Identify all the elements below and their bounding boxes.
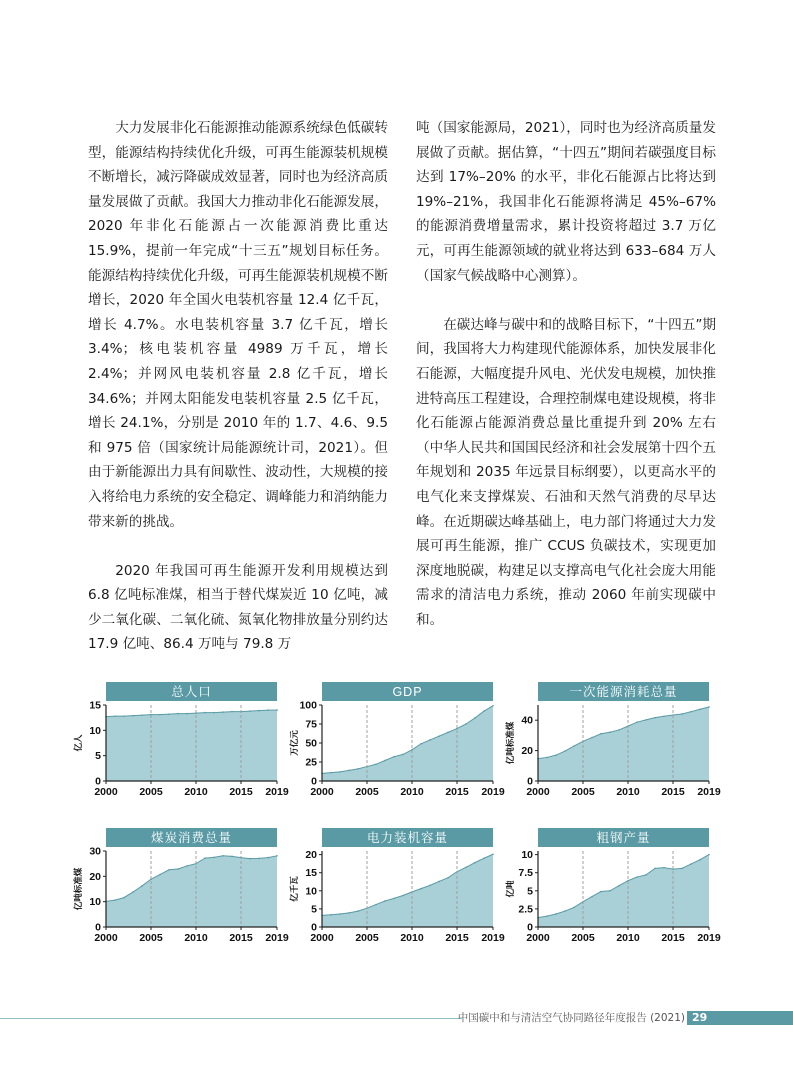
y-tick-label: 20 — [521, 745, 533, 758]
data-point — [681, 713, 683, 715]
data-point — [375, 904, 377, 906]
data-point — [609, 890, 611, 892]
data-point — [636, 876, 638, 878]
data-point — [654, 868, 656, 870]
y-tick-label: 100 — [299, 699, 317, 712]
data-point — [213, 712, 215, 714]
y-tick-label: 0 — [95, 775, 101, 788]
y-axis-title: 亿千瓦 — [289, 876, 299, 902]
data-point — [465, 723, 467, 725]
data-point — [168, 869, 170, 871]
area-fill — [322, 706, 493, 781]
paragraph: 吨（国家能源局，2021），同时也为经济高质量发展做了贡献。据估算，“十四五”期间若碳强度目标达到 17%–20% 的水平，非化石能源占比将达到 19%–21%，我国非化石能源将满足 45%–67% 的能源消费增量需求，累计投资将超过 3.7 万亿元，可再生能源领域的就业将达到 633–684 万人（国家气候战略中心测算）。 — [416, 120, 716, 284]
page-number: 29 — [692, 1011, 708, 1024]
data-point — [663, 867, 665, 869]
data-point — [231, 856, 233, 858]
data-point — [267, 857, 269, 859]
data-point — [177, 713, 179, 715]
area-fill — [538, 855, 709, 927]
data-point — [546, 757, 548, 759]
x-tick-label: 2000 — [310, 786, 334, 798]
data-point — [132, 715, 134, 717]
data-point — [645, 874, 647, 876]
data-point — [573, 907, 575, 909]
x-tick-label: 2015 — [229, 932, 253, 944]
data-point — [231, 711, 233, 713]
data-point — [393, 756, 395, 758]
x-tick-label: 2005 — [355, 932, 379, 944]
data-point — [591, 737, 593, 739]
x-tick-label: 2000 — [94, 932, 118, 944]
data-point — [339, 771, 341, 773]
data-point — [483, 857, 485, 859]
data-point — [573, 745, 575, 747]
x-tick-label: 2000 — [310, 932, 334, 944]
data-point — [123, 715, 125, 717]
x-tick-label: 2000 — [94, 786, 118, 798]
data-point — [339, 913, 341, 915]
chart-title: 一次能源消耗总量 — [569, 685, 678, 699]
y-tick-label: 20 — [89, 870, 101, 883]
data-point — [330, 772, 332, 774]
data-point — [708, 854, 710, 856]
data-point — [564, 750, 566, 752]
x-tick-label: 2005 — [139, 786, 163, 798]
data-point — [564, 910, 566, 912]
data-point — [492, 705, 494, 707]
data-point — [429, 739, 431, 741]
x-tick-label: 2010 — [400, 786, 424, 798]
area-fill — [106, 856, 277, 927]
data-point — [393, 898, 395, 900]
y-tick-label: 5 — [95, 750, 101, 763]
data-point — [159, 874, 161, 876]
data-point — [141, 714, 143, 716]
x-tick-label: 2010 — [184, 932, 208, 944]
x-tick-label: 2000 — [526, 786, 550, 798]
data-point — [447, 877, 449, 879]
data-point — [474, 717, 476, 719]
data-point — [465, 866, 467, 868]
data-point — [276, 709, 278, 711]
data-point — [258, 858, 260, 860]
data-point — [555, 913, 557, 915]
x-tick-label: 2015 — [445, 786, 469, 798]
data-point — [618, 729, 620, 731]
data-point — [474, 862, 476, 864]
data-point — [168, 713, 170, 715]
y-tick-label: 10 — [305, 885, 317, 898]
data-point — [663, 715, 665, 717]
y-tick-label: 0 — [311, 775, 317, 788]
data-point — [357, 910, 359, 912]
y-tick-label: 50 — [305, 737, 317, 750]
y-tick-label: 5 — [527, 885, 533, 898]
data-point — [357, 768, 359, 770]
data-point — [204, 857, 206, 859]
x-tick-label: 2010 — [400, 932, 424, 944]
x-tick-label: 2019 — [697, 932, 721, 944]
data-point — [384, 900, 386, 902]
chart-3 — [502, 682, 722, 807]
y-tick-label: 0 — [527, 775, 533, 788]
x-tick-label: 2005 — [571, 932, 595, 944]
data-point — [186, 865, 188, 867]
x-tick-label: 2010 — [616, 932, 640, 944]
data-point — [681, 868, 683, 870]
data-point — [591, 896, 593, 898]
y-axis-title: 万亿元 — [289, 730, 299, 756]
data-point — [186, 713, 188, 715]
chart-6 — [502, 828, 722, 953]
data-point — [645, 719, 647, 721]
data-point — [222, 711, 224, 713]
data-point — [123, 897, 125, 899]
data-point — [708, 706, 710, 708]
y-tick-label: 2.5 — [518, 903, 533, 916]
data-point — [555, 754, 557, 756]
x-tick-label: 2005 — [139, 932, 163, 944]
data-point — [636, 721, 638, 723]
data-point — [249, 710, 251, 712]
paragraph: 在碳达峰与碳中和的战略目标下，“十四五”期间，我国将大力构建现代能源体系，加快发展非化石能源，大幅度提升风电、光伏发电规模，加快推进特高压工程建设，合理控制煤电建设规模，将非化石能源占能源消费总量比重提升到 20% 左右（中华人民共和国国民经济和社会发展第十四个五年规划和 2035 年远景目标纲要），以更高水平的电气化来支撑煤炭、石油和天然气消费的尽早达峰。在近期碳达峰基础上，电力部门将通过大力发展可再生能源，推广 CCUS 负碳技术，实现更加深度地脱碳，构建足以支撑高电气化社会庞大用能需求的清洁电力系统，推动 2060 年前实现碳中和。 — [416, 316, 716, 628]
x-tick-label: 2015 — [661, 932, 685, 944]
data-point — [249, 858, 251, 860]
y-tick-label: 0 — [311, 921, 317, 934]
x-tick-label: 2000 — [526, 932, 550, 944]
data-point — [402, 754, 404, 756]
paragraph: 大力发展非化石能源推动能源系统绿色低碳转型，能源结构持续优化升级，可再生能源装机规模不断增长，减污降碳成效显著，同时也为经济高质量发展做了贡献。我国大力推动非化石能源发展，2020 年非化石能源占一次能源消费比重达 15.9%，提前一年完成“十三五”规划目标任务。能源结构持续优化升级，可再生能源装机规模不断增长，2020 年全国火电装机容量 12.4 亿千瓦，增长 4.7%。水电装机容量 3.7 亿千瓦，增长 3.4%；核电装机容量 4989 万千瓦，增长 2.4%；并网风电装机容量 2.8 亿千瓦，增长 34.6%；并网太阳能发电装机容量 2.5 亿千瓦，增长 24.1%，分别是 2010 年的 1.7、4.6、9.5 和 975 倍（国家统计局能源统计司，2021）。但由于新能源出力具有间歇性、波动性，大规模的接入将给电力系统的安全稳定、调峰能力和消纳能力带来新的挑战。 — [88, 120, 388, 530]
x-tick-label: 2005 — [571, 786, 595, 798]
data-point — [348, 770, 350, 772]
text-column-right — [416, 116, 716, 632]
y-tick-label: 75 — [305, 718, 317, 731]
y-tick-label: 0 — [527, 921, 533, 934]
paragraph: 2020 年我国可再生能源开发利用规模达到 6.8 亿吨标准煤，相当于替代煤炭近 10 亿吨，减少二氧化碳、二氧化硫、氮氧化物排放量分别约达 17.9 亿吨、86.4 万吨与 79.8 万 — [88, 562, 388, 653]
x-tick-label: 2019 — [697, 786, 721, 798]
y-tick-label: 30 — [89, 845, 101, 858]
y-axis-title: 亿吨 — [505, 880, 515, 898]
chart-title: 煤炭消费总量 — [150, 831, 233, 845]
x-tick-label: 2005 — [355, 786, 379, 798]
data-point — [159, 714, 161, 716]
x-tick-label: 2019 — [265, 932, 289, 944]
data-point — [420, 743, 422, 745]
data-point — [213, 857, 215, 859]
data-point — [141, 885, 143, 887]
data-point — [438, 881, 440, 883]
y-tick-label: 0 — [95, 921, 101, 934]
data-point — [654, 717, 656, 719]
data-point — [690, 863, 692, 865]
footer-report-title: 中国碳中和与清洁空气协同路径年度报告 (2021) — [457, 1012, 685, 1024]
x-tick-label: 2015 — [229, 786, 253, 798]
area-fill — [322, 854, 493, 927]
data-point — [546, 915, 548, 917]
data-point — [384, 760, 386, 762]
data-point — [699, 859, 701, 861]
data-point — [492, 853, 494, 855]
data-point — [600, 891, 602, 893]
x-tick-label: 2019 — [265, 786, 289, 798]
y-axis-title: 亿吨标准煤 — [505, 721, 515, 765]
y-axis-title: 亿人 — [73, 734, 83, 752]
y-tick-label: 15 — [305, 867, 317, 880]
chart-2 — [286, 682, 506, 807]
data-point — [276, 855, 278, 857]
y-tick-label: 5 — [311, 903, 317, 916]
x-tick-label: 2015 — [661, 786, 685, 798]
data-point — [420, 888, 422, 890]
text-column-left — [88, 116, 388, 657]
y-tick-label: 10 — [521, 849, 533, 862]
data-point — [699, 708, 701, 710]
data-point — [618, 885, 620, 887]
data-point — [114, 715, 116, 717]
data-point — [609, 731, 611, 733]
x-tick-label: 2019 — [481, 786, 505, 798]
data-point — [222, 855, 224, 857]
chart-title: GDP — [392, 685, 423, 699]
footer-divider — [0, 1018, 462, 1019]
area-fill — [538, 707, 709, 781]
x-tick-label: 2019 — [481, 932, 505, 944]
area-fill — [106, 710, 277, 781]
x-tick-label: 2015 — [445, 932, 469, 944]
data-point — [177, 868, 179, 870]
y-tick-label: 7.5 — [518, 867, 533, 880]
data-point — [375, 763, 377, 765]
chart-1 — [70, 682, 290, 807]
data-point — [483, 710, 485, 712]
chart-title: 粗钢产量 — [596, 831, 651, 845]
data-point — [600, 733, 602, 735]
y-tick-label: 10 — [89, 896, 101, 909]
x-tick-label: 2010 — [616, 786, 640, 798]
data-point — [402, 895, 404, 897]
data-point — [690, 711, 692, 713]
x-tick-label: 2010 — [184, 786, 208, 798]
data-point — [429, 885, 431, 887]
y-tick-label: 40 — [521, 714, 533, 727]
y-tick-label: 25 — [305, 756, 317, 769]
y-tick-label: 20 — [305, 849, 317, 862]
data-point — [258, 710, 260, 712]
data-point — [447, 732, 449, 734]
data-point — [204, 712, 206, 714]
data-point — [438, 735, 440, 737]
data-point — [114, 899, 116, 901]
data-point — [267, 709, 269, 711]
y-tick-label: 10 — [89, 724, 101, 737]
data-point — [330, 914, 332, 916]
chart-title: 总人口 — [171, 685, 212, 699]
y-tick-label: 15 — [89, 699, 101, 712]
y-axis-title: 亿吨标准煤 — [73, 867, 83, 911]
chart-5 — [286, 828, 506, 953]
chart-title: 电力装机容量 — [366, 831, 449, 845]
chart-4 — [70, 828, 290, 953]
data-point — [132, 891, 134, 893]
data-point — [348, 912, 350, 914]
